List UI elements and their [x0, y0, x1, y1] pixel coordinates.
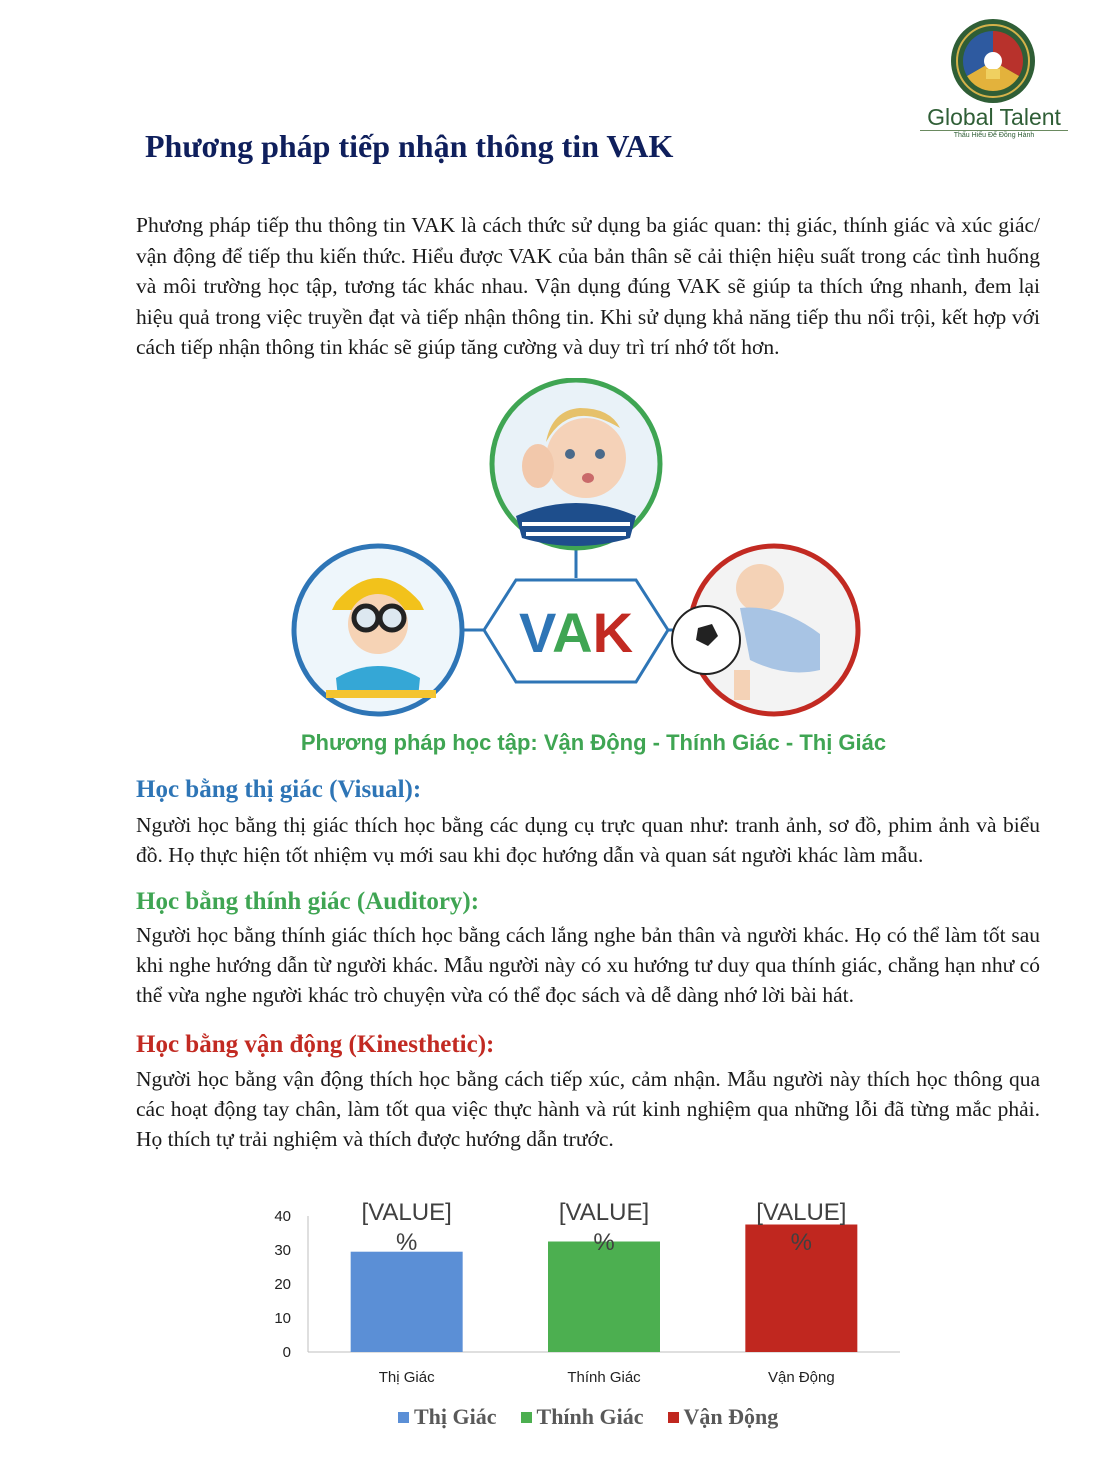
y-tick-label: 10	[274, 1310, 291, 1327]
letter-k: K	[592, 601, 634, 664]
kinesthetic-body: Người học bằng vận động thích học bằng cách tiếp xúc, cảm nhận. Mẫu người này thích học thông qua các hoạt động tay chân, làm tốt qua việc thực hành và rút kinh nghiệm qua những lỗi đã từng mắc phải. Họ thích tự trải nghiệm và thích được hướng dẫn trước.	[136, 1067, 1040, 1151]
kinesthetic-child-photo	[672, 546, 858, 714]
legend-swatch-auditory	[521, 1412, 532, 1423]
legend-item-kinesthetic	[668, 1404, 779, 1430]
visual-heading: Học bằng thị giác (Visual):	[136, 776, 422, 803]
y-tick-label: 0	[282, 1344, 291, 1361]
legend-swatch-kinesthetic	[668, 1412, 679, 1423]
legend-label-auditory: Thính Giác	[536, 1404, 644, 1429]
letter-a: A	[552, 601, 593, 664]
bar	[548, 1242, 660, 1353]
legend-swatch-visual	[398, 1412, 409, 1423]
logo-tagline: Thấu Hiểu Để Đồng Hành	[920, 130, 1068, 139]
visual-child-photo	[294, 546, 462, 714]
kinesthetic-heading: Học bằng vận động (Kinesthetic):	[136, 1031, 495, 1058]
auditory-heading: Học bằng thính giác (Auditory):	[136, 888, 480, 915]
svg-text:VAK	[519, 601, 633, 664]
legend-item-auditory	[521, 1404, 644, 1430]
y-tick-label: 30	[274, 1242, 291, 1259]
bar-data-label: [VALUE] %	[558, 1199, 650, 1256]
x-tick-label: Vận Động	[767, 1369, 835, 1386]
x-tick-label: Thị Giác	[378, 1369, 435, 1386]
intro-paragraph: Phương pháp tiếp thu thông tin VAK là cách thức sử dụng ba giác quan: thị giác, thính giác và xúc giác/ vận động để tiếp thu kiến thức. Hiểu được VAK của bản thân sẽ cải thiện hiệu suất trong các tình huống và môi trường học tập, tương tác khác nhau. Vận dụng đúng VAK sẽ giúp ta thích ứng nhanh, đem lại hiệu quả trong việc truyền đạt và tiếp nhận thông tin. Khi sử dụng khả năng tiếp thu nổi trội, kết hợp với cách tiếp nhận thông tin khác sẽ giúp tăng cường và duy trì trí nhớ tốt hơn.	[136, 213, 1040, 359]
visual-body: Người học bằng thị giác thích học bằng các dụng cụ trực quan như: tranh ảnh, sơ đồ, phim ảnh và biểu đồ. Họ thực hiện tốt nhiệm vụ mới sau khi đọc hướng dẫn và quan sát người khác làm mẫu.	[136, 813, 1040, 867]
y-tick-label: 20	[274, 1276, 291, 1293]
bar-chart-svg	[256, 1192, 916, 1392]
page-title: Phương pháp tiếp nhận thông tin VAK	[145, 128, 674, 164]
auditory-body: Người học bằng thính giác thích học bằng cách lắng nghe bản thân và người khác. Họ có thể làm tốt sau khi nghe hướng dẫn từ người khác. Mẫu người này có xu hướng tư duy qua thính giác, chẳng hạn như có thể vừa nghe người khác trò chuyện vừa có thể đọc sách và dễ dàng nhớ lời bài hát.	[136, 923, 1040, 1007]
y-tick-label: 40	[274, 1208, 291, 1225]
logo-name: Global Talent	[927, 104, 1061, 130]
bar-data-label: [VALUE] %	[756, 1199, 847, 1256]
auditory-child-photo	[492, 380, 660, 548]
x-tick-label: Thính Giác	[567, 1369, 641, 1386]
global-talent-logo	[906, 14, 1082, 144]
chart-legend	[398, 1404, 778, 1430]
legend-label-visual: Thị Giác	[414, 1404, 497, 1429]
bar	[351, 1252, 463, 1352]
letter-v: V	[518, 601, 553, 664]
legend-item-visual	[398, 1404, 497, 1430]
bar-data-label: [VALUE] %	[361, 1199, 452, 1256]
diagram-caption: Phương pháp học tập: Vận Động - Thính Giác - Thị Giác	[300, 730, 887, 755]
logo-emblem-icon	[906, 14, 1082, 106]
legend-label-kinesthetic: Vận Động	[683, 1404, 779, 1429]
vak-diagram	[290, 378, 870, 718]
